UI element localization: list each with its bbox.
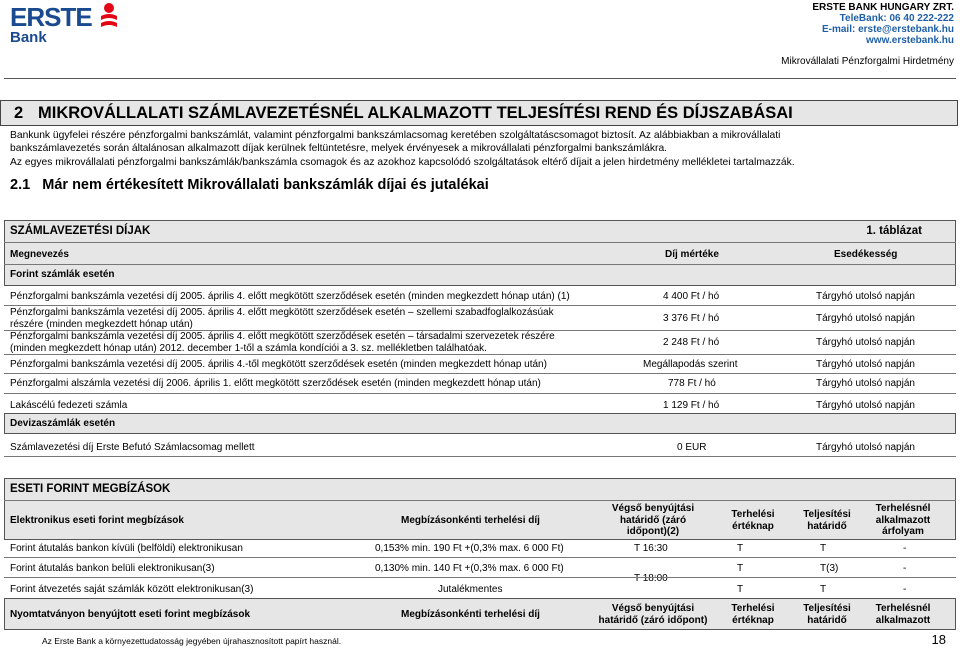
order-row-cutoff: T 18:00 xyxy=(634,573,668,584)
fee-row-name: Pénzforgalmi bankszámla vezetési díj 2005. április 4. előtt megkötött szerződések esetén – társadalmi szervezetek részére xyxy=(10,331,555,342)
fee-row-due: Tárgyhó utolsó napján xyxy=(816,400,915,411)
telebank: TeleBank: 06 40 222-222 xyxy=(839,13,954,24)
execution-line: Teljesítési xyxy=(803,603,851,614)
order-row-value-date: T xyxy=(737,584,744,595)
fee-row-name: Pénzforgalmi bankszámla vezetési díj 2005. április 4.-től megkötött szerződések esetén (minden megkezdett hónap után) xyxy=(10,359,547,370)
email-link[interactable]: E-mail: erste@erstebank.hu xyxy=(821,24,954,35)
order-row-rate: - xyxy=(903,563,907,574)
fee-row-amount: 2 248 Ft / hó xyxy=(663,337,720,348)
orders-col-rate xyxy=(864,503,942,538)
fee-row-name: Pénzforgalmi bankszámla vezetési díj 2005. április 4. előtt megkötött szerződések esetén (minden megkezdett hónap után) (1) xyxy=(10,291,570,302)
erste-symbol-icon xyxy=(98,2,120,30)
order-row-name: Forint átvezetés saját számlák között elektronikusan(3) xyxy=(10,584,254,595)
value-date-line: értéknap xyxy=(732,520,774,532)
order-row-fee: 0,153% min. 190 Ft +(0,3% max. 6 000 Ft) xyxy=(375,543,564,554)
group-huf: Forint számlák esetén xyxy=(10,269,115,280)
logo-word: ERSTE xyxy=(10,2,92,32)
divider xyxy=(4,354,956,355)
rate-line: árfolyam xyxy=(882,526,924,537)
execution-line: Teljesítési xyxy=(803,509,851,520)
intro-paragraph xyxy=(10,130,950,155)
order-row-value-date: T xyxy=(737,543,744,554)
section-title xyxy=(0,100,958,126)
table-number: 1. táblázat xyxy=(866,225,922,237)
cutoff-line: Végső benyújtási xyxy=(611,603,695,614)
fee-row-name: Pénzforgalmi alszámla vezetési díj 2006. április 1. előtt megkötött szerződések esetén (minden megkezdett hónap után) xyxy=(10,378,541,389)
intro-line-2: bankszámlavezetés során általánosan alkalmazott díjak kerülnek feltüntetésre, melyek érvényesek a mikrovállalati pénzforgalmi bankszámlákra. xyxy=(10,142,668,154)
fee-row-name: Számlavezetési díj Erste Befutó Számlacsomag mellett xyxy=(10,442,255,453)
fee-row-amount: Megállapodás szerint xyxy=(643,359,738,370)
logo-bank: Bank xyxy=(10,29,47,46)
fee-row-due: Tárgyhó utolsó napján xyxy=(816,313,915,324)
rate-line: Terhelésnél xyxy=(875,503,931,514)
divider xyxy=(4,264,956,265)
fee-row-due: Tárgyhó utolsó napján xyxy=(816,359,915,370)
orders-col-cutoff xyxy=(598,503,708,538)
rate-line: Terhelésnél xyxy=(875,603,931,614)
order-row-value-date: T xyxy=(737,563,744,574)
footer-note: Az Erste Bank a környezettudatosság jegyében újrahasznosított papírt használ. xyxy=(42,636,342,646)
document-name: Mikrovállalati Pénzforgalmi Hirdetmény xyxy=(781,56,954,67)
subsection-title-text: Már nem értékesített Mikrovállalati bankszámlák díjai és jutalékai xyxy=(42,177,489,193)
col-esedekesseg: Esedékesség xyxy=(834,249,898,260)
divider xyxy=(4,242,956,243)
fee-row-name: Lakáscélú fedezeti számla xyxy=(10,400,128,411)
subsection-title xyxy=(10,177,489,193)
group-fx: Devizaszámlák esetén xyxy=(10,418,116,429)
col-megnevezes: Megnevezés xyxy=(10,249,69,260)
divider xyxy=(4,373,956,374)
info-paragraph: Az egyes mikrovállalati pénzforgalmi bankszámlák/bankszámla csomagok és az azokhoz kapcsolódó szolgáltatások eltérő díjait a jelen hirdetmény mellékletei tartalmazzák. xyxy=(10,157,795,168)
orders2-col-value-date xyxy=(718,603,788,626)
web-link[interactable]: www.erstebank.hu xyxy=(866,35,954,46)
execution-line: határidő xyxy=(807,614,847,626)
order-row-fee: Jutalékmentes xyxy=(438,584,503,595)
order-row-execution: T(3) xyxy=(820,563,839,574)
orders2-col-fee: Megbízásonkénti terhelési díj xyxy=(401,609,540,620)
fees-title: SZÁMLAVEZETÉSI DÍJAK xyxy=(10,225,151,237)
divider xyxy=(4,557,956,558)
col-dij: Díj mértéke xyxy=(665,249,719,260)
divider xyxy=(4,305,956,306)
orders2-col-cutoff xyxy=(590,603,716,626)
order-row-execution: T xyxy=(820,584,827,595)
fee-row-due: Tárgyhó utolsó napján xyxy=(816,337,915,348)
intro-line-1: Bankunk ügyfelei részére pénzforgalmi bankszámlát, valamint pénzforgalmi bankszámlacsomag keretében szolgáltatáscsomagot biztosít. Az alábbiakban a mikrovállalati xyxy=(10,130,781,141)
divider xyxy=(4,456,956,457)
order-row-rate: - xyxy=(903,584,907,595)
value-date-line: Terhelési xyxy=(731,509,775,520)
order-row-rate: - xyxy=(903,543,907,554)
fee-row-due: Tárgyhó utolsó napján xyxy=(816,378,915,389)
company-contact xyxy=(812,2,954,46)
fee-row-amount: 3 376 Ft / hó xyxy=(663,313,720,324)
execution-line: határidő xyxy=(807,520,847,532)
orders-title: ESETI FORINT MEGBÍZÁSOK xyxy=(10,483,171,495)
value-date-line: értéknap xyxy=(732,614,774,626)
orders2-col-execution xyxy=(792,603,862,626)
orders-col-execution xyxy=(792,509,862,532)
section-number: 2 xyxy=(14,104,24,122)
orders-col-value-date xyxy=(718,509,788,532)
fee-row-amount: 778 Ft / hó xyxy=(668,378,716,389)
orders2-col-name: Nyomtatványon benyújtott eseti forint megbízások xyxy=(10,609,251,620)
rate-line: alkalmazott xyxy=(875,614,931,626)
value-date-line: Terhelési xyxy=(731,603,775,614)
subsection-number: 2.1 xyxy=(10,177,31,193)
divider xyxy=(4,500,956,501)
fee-row-name-cont: részére (minden megkezdett hónap után) xyxy=(10,319,193,330)
orders-col-fee: Megbízásonkénti terhelési díj xyxy=(401,515,540,526)
company-name: ERSTE BANK HUNGARY ZRT. xyxy=(812,2,954,13)
divider xyxy=(4,577,956,578)
fee-row-amount: 1 129 Ft / hó xyxy=(663,400,720,411)
fee-row-due: Tárgyhó utolsó napján xyxy=(816,291,915,302)
fx-group-band xyxy=(4,413,956,434)
order-row-name: Forint átutalás bankon kívüli (belföldi) elektronikusan xyxy=(10,543,243,554)
orders2-col-rate xyxy=(864,603,942,626)
order-row-name: Forint átutalás bankon belüli elektronikusan(3) xyxy=(10,563,215,574)
fee-row-name-cont: (minden megkezdett hónap után) 2012. december 1-től a számla kondíciói a 3. sz. mellékletben találhatóak. xyxy=(10,343,487,354)
fee-row-due: Tárgyhó utolsó napján xyxy=(816,442,915,453)
divider xyxy=(4,393,956,394)
cutoff-line: Végső benyújtási xyxy=(611,503,695,514)
fee-row-amount: 0 EUR xyxy=(677,442,707,453)
section-title-text: MIKROVÁLLALATI SZÁMLAVEZETÉSNÉL ALKALMAZOTT TELJESÍTÉSI REND ÉS DÍJSZABÁSAI xyxy=(38,104,793,122)
rate-line: alkalmazott xyxy=(875,514,931,526)
cutoff-line: időpont)(2) xyxy=(626,526,680,537)
cutoff-line: határidő (záró xyxy=(619,514,687,526)
order-row-fee: 0,130% min. 140 Ft +(0,3% max. 6 000 Ft) xyxy=(375,563,564,574)
fee-row-amount: 4 400 Ft / hó xyxy=(663,291,720,302)
cutoff-line: határidő (záró időpont) xyxy=(598,614,708,626)
header-divider xyxy=(4,78,956,79)
order-row-cutoff: T 16:30 xyxy=(634,543,668,554)
order-row-execution: T xyxy=(820,543,827,554)
erste-logo xyxy=(10,2,120,46)
fee-row-name: Pénzforgalmi bankszámla vezetési díj 2005. április 4. előtt megkötött szerződések esetén – szellemi szabadfoglalkozásúak xyxy=(10,307,554,318)
orders-col-name: Elektronikus eseti forint megbízások xyxy=(10,515,184,526)
page-number: 18 xyxy=(931,632,946,647)
